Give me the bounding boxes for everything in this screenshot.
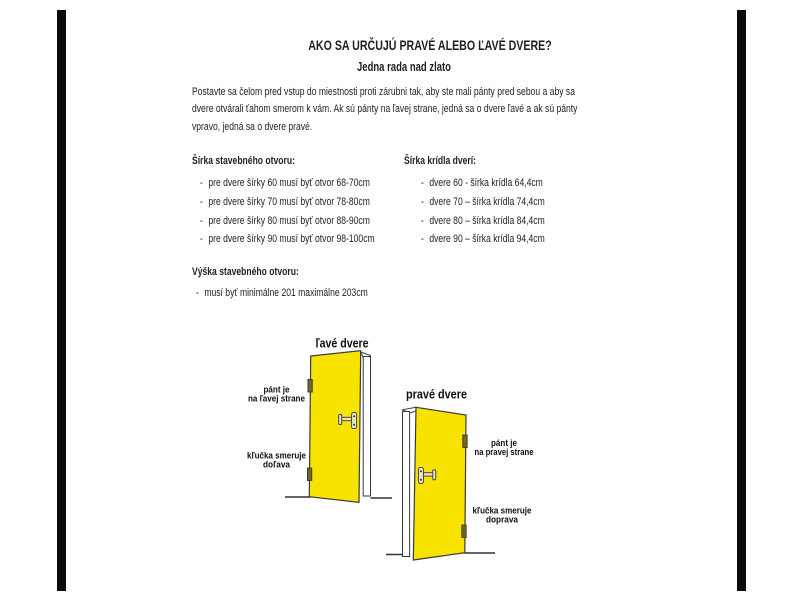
door-frame bbox=[361, 352, 371, 496]
section-header-opening-width: Šírka stavebného otvoru: bbox=[192, 155, 295, 167]
bullet-dash: - bbox=[421, 215, 424, 227]
bullet-dash: - bbox=[200, 177, 203, 189]
list-item: - dvere 90 – šírka krídla 94,4cm bbox=[421, 233, 545, 245]
left-door-diagram bbox=[247, 336, 392, 503]
left-edge-bar bbox=[57, 10, 66, 591]
door-diagram bbox=[240, 330, 540, 570]
handle-note: doľava bbox=[263, 459, 291, 470]
list-item: - pre dvere šírky 60 musí byť otvor 68-70cm bbox=[200, 177, 370, 189]
page-subtitle: Jedna rada nad zlato bbox=[357, 60, 451, 74]
intro-paragraph-line: vpravo, jedná sa o dvere pravé. bbox=[192, 121, 313, 133]
list-item: - musí byť minimálne 201 maximálne 203cm bbox=[196, 287, 368, 299]
handle-note: kľučka smeruje bbox=[247, 450, 306, 461]
handle-note: kľučka smeruje bbox=[472, 505, 532, 516]
hinge-icon bbox=[308, 380, 312, 393]
bullet-dash: - bbox=[200, 215, 203, 227]
handle-note: doprava bbox=[486, 514, 519, 525]
right-door-diagram bbox=[386, 387, 534, 561]
intro-paragraph-line: dvere otvárali ťahom smerom k vám. Ak sú pánty na ľavej strane, jedná sa o dvere ľavé a ak sú pánty bbox=[192, 103, 578, 115]
list-item: - dvere 80 – šírka krídla 84,4cm bbox=[421, 215, 545, 227]
intro-paragraph-line: Postavte sa čelom pred vstup do miestnosti proti zárubni tak, aby ste mali pánty pred sebou a aby sa bbox=[192, 86, 575, 98]
bullet-dash: - bbox=[421, 196, 424, 208]
bullet-dash: - bbox=[196, 287, 199, 299]
list-item: - dvere 60 - šírka krídla 64,4cm bbox=[421, 177, 543, 189]
hinge-note: na ľavej strane bbox=[248, 393, 305, 404]
hinge-note: pánt je bbox=[491, 438, 517, 448]
bullet-dash: - bbox=[421, 177, 424, 189]
bullet-dash: - bbox=[200, 196, 203, 208]
right-edge-bar bbox=[737, 10, 746, 591]
section-header-leaf-width: Šírka krídla dverí: bbox=[404, 155, 477, 167]
hinge-note: pánt je bbox=[263, 384, 290, 395]
list-item: - pre dvere šírky 90 musí byť otvor 98-100cm bbox=[200, 233, 375, 245]
list-item: - dvere 70 – šírka krídla 74,4cm bbox=[421, 196, 545, 208]
left-door-label: ľavé dvere bbox=[315, 335, 369, 351]
bullet-dash: - bbox=[200, 233, 203, 245]
page-title: AKO SA URČUJÚ PRAVÉ ALEBO ĽAVÉ DVERE? bbox=[308, 37, 552, 53]
right-door-label: pravé dvere bbox=[406, 386, 467, 402]
hinge-note: na pravej strane bbox=[474, 447, 534, 457]
list-item: - pre dvere šírky 70 musí byť otvor 78-80cm bbox=[200, 196, 370, 208]
list-item: - pre dvere šírky 80 musí byť otvor 88-90cm bbox=[200, 215, 370, 227]
bullet-dash: - bbox=[421, 233, 424, 245]
section-header-opening-height: Výška stavebného otvoru: bbox=[192, 266, 299, 278]
hinge-icon bbox=[307, 468, 311, 481]
hinge-icon bbox=[462, 525, 466, 538]
hinge-icon bbox=[463, 435, 467, 448]
